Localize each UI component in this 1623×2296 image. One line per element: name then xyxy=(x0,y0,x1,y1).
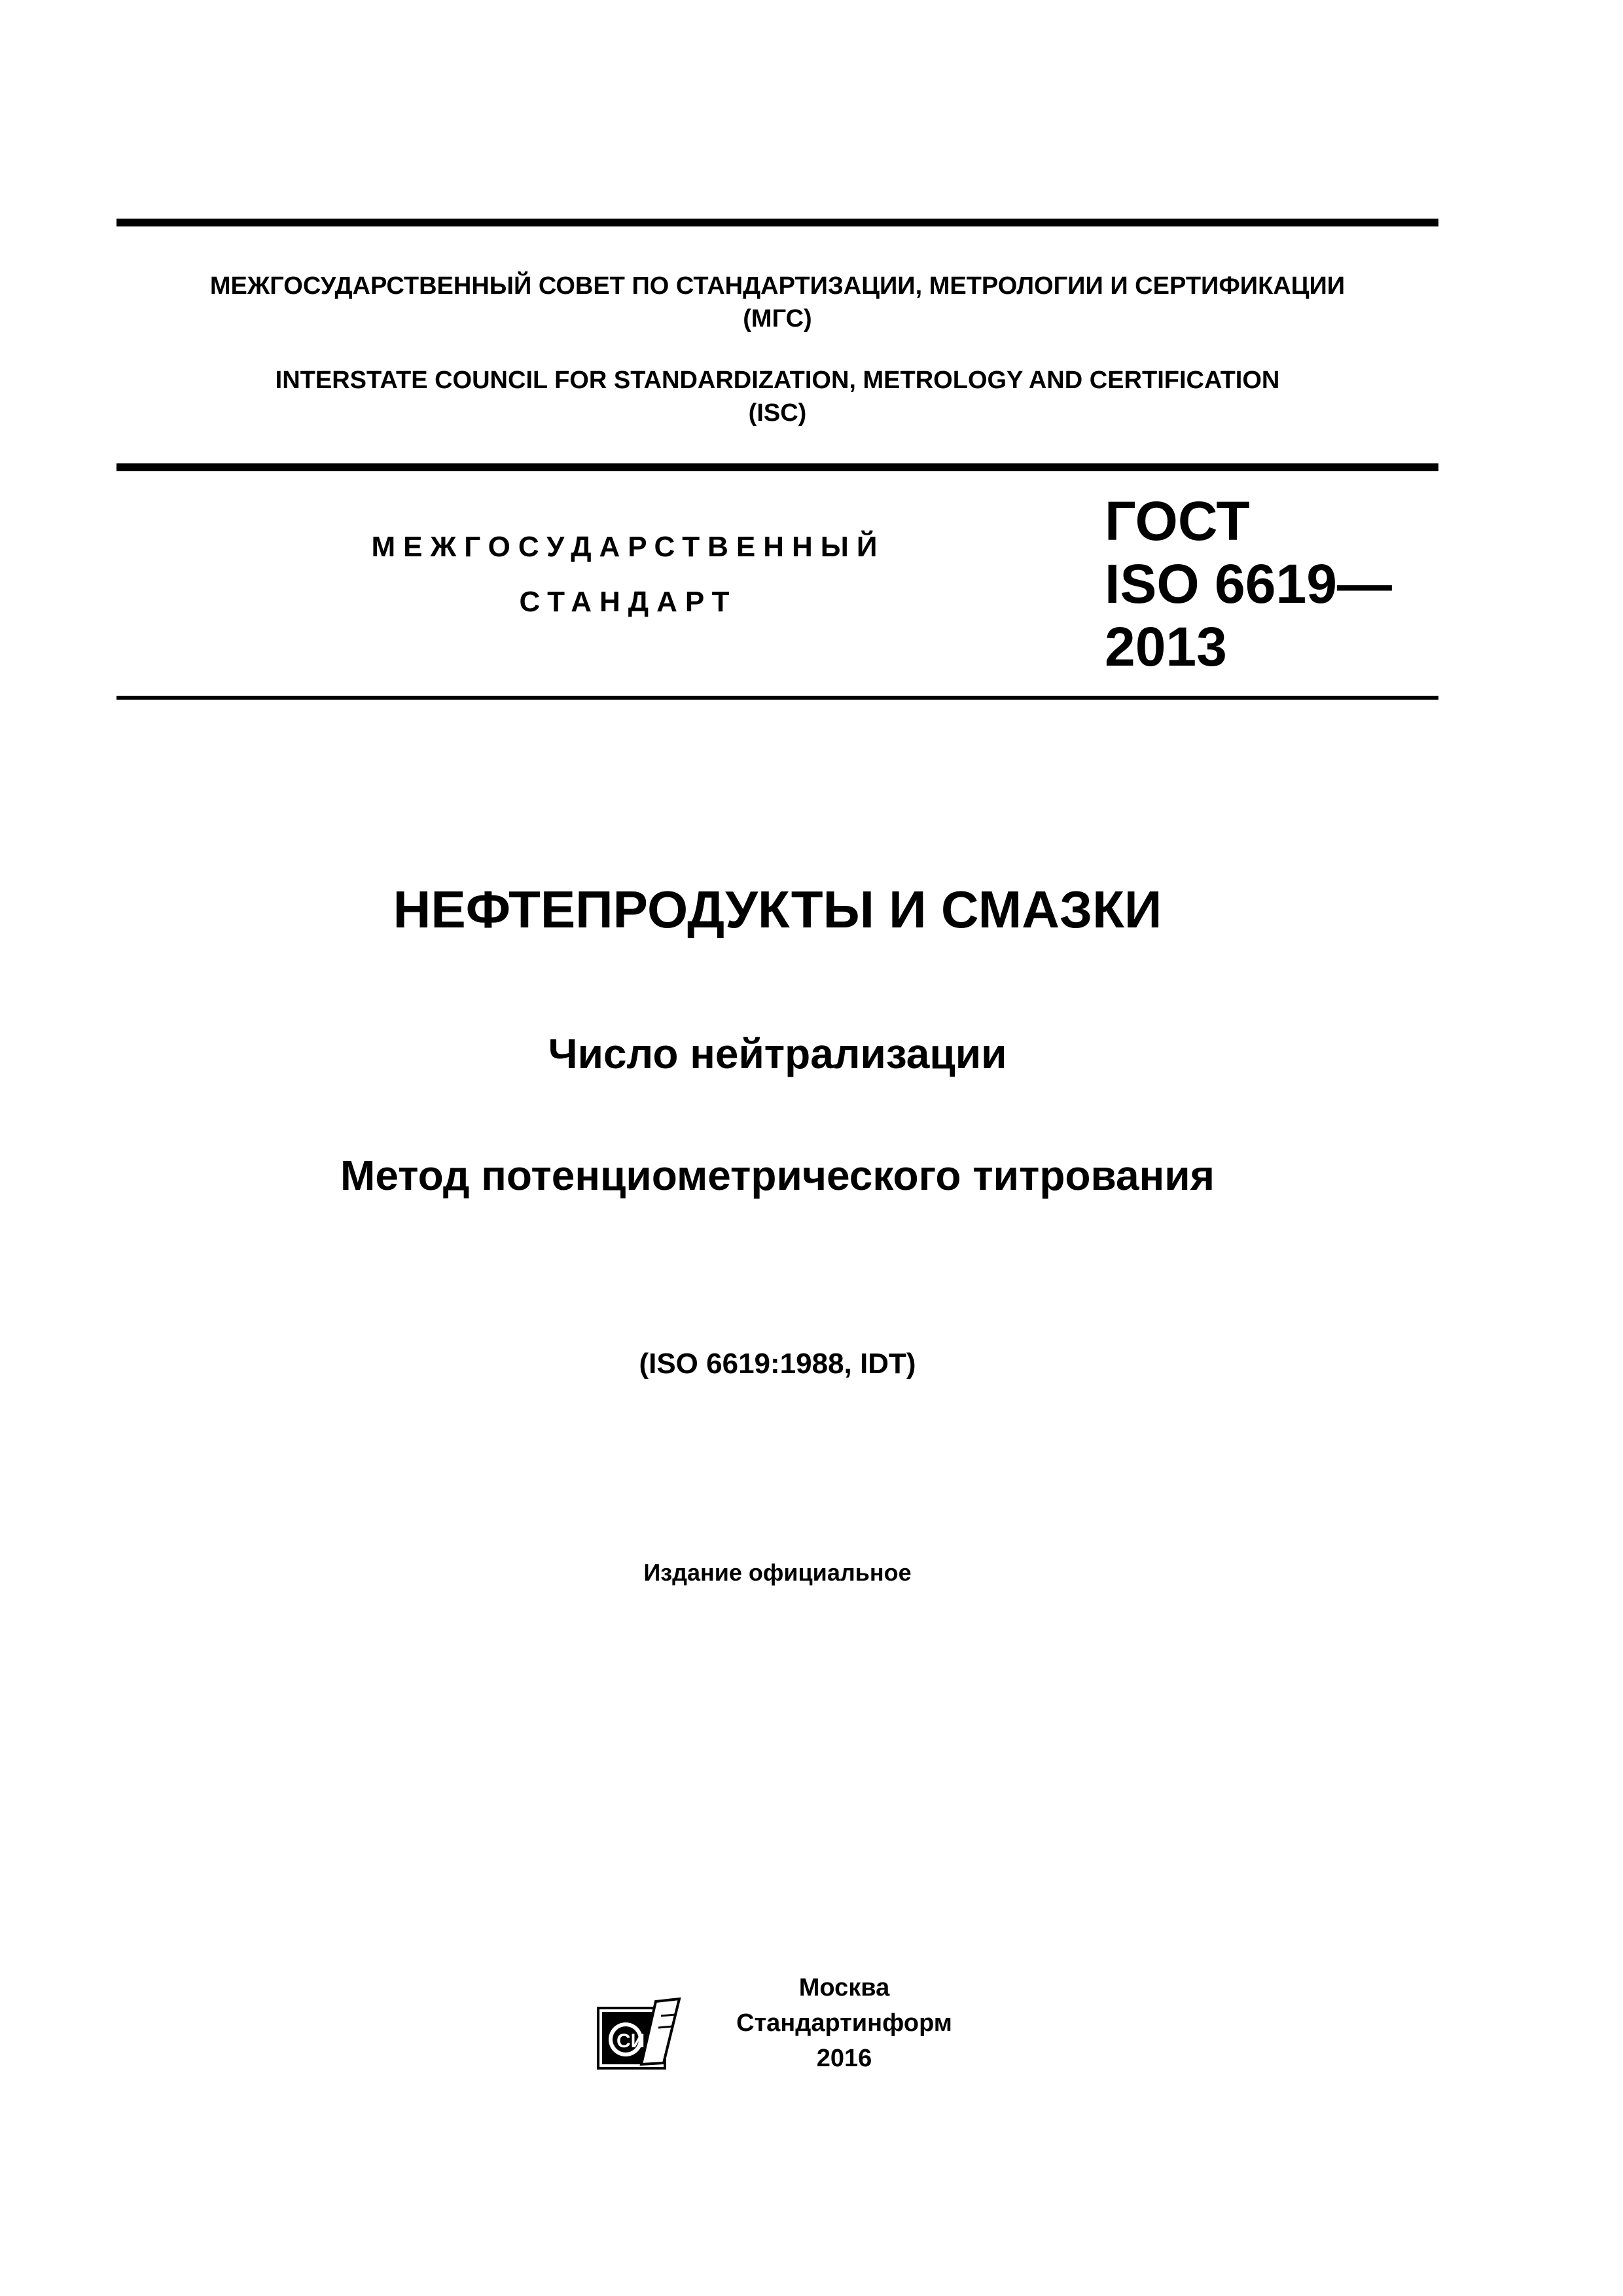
iso-reference: (ISO 6619:1988, IDT) xyxy=(639,1348,916,1380)
publisher-block xyxy=(681,1970,1008,2076)
standard-code-line1: ГОСТ xyxy=(1105,490,1250,552)
standard-code-line2: ISO 6619— xyxy=(1105,553,1392,615)
council-en xyxy=(116,364,1438,429)
standard-kind-line2: СТАНДАРТ xyxy=(519,586,738,618)
middle-rule xyxy=(116,463,1438,471)
standartinform-logo-icon xyxy=(596,1996,682,2072)
publisher-year: 2016 xyxy=(816,2045,872,2072)
council-en-line1: INTERSTATE COUNCIL FOR STANDARDIZATION, METROLOGY AND CERTIFICATION xyxy=(275,367,1280,394)
edition-note: Издание официальное xyxy=(643,1559,912,1586)
document-title: НЕФТЕПРОДУКТЫ И СМАЗКИ xyxy=(393,880,1162,939)
standard-code xyxy=(1105,490,1392,678)
document-subtitle-2: Метод потенциометрического титрования xyxy=(340,1152,1215,1199)
logo-text: СИ xyxy=(616,2030,645,2052)
standard-kind-line1: МЕЖГОСУДАРСТВЕННЫЙ xyxy=(371,531,885,563)
publisher-city: Москва xyxy=(798,1974,890,2001)
bottom-rule xyxy=(116,696,1438,700)
council-ru-line1: МЕЖГОСУДАРСТВЕННЫЙ СОВЕТ ПО СТАНДАРТИЗАЦИИ, МЕТРОЛОГИИ И СЕРТИФИКАЦИИ xyxy=(209,272,1346,300)
council-ru xyxy=(116,270,1438,335)
publisher-name: Стандартинформ xyxy=(736,2009,952,2037)
top-rule xyxy=(116,219,1438,226)
council-ru-line2: (МГС) xyxy=(743,305,812,332)
document-subtitle-1: Число нейтрализации xyxy=(548,1030,1007,1077)
council-en-line2: (ISC) xyxy=(748,399,807,427)
standard-code-line3: 2013 xyxy=(1105,616,1227,677)
